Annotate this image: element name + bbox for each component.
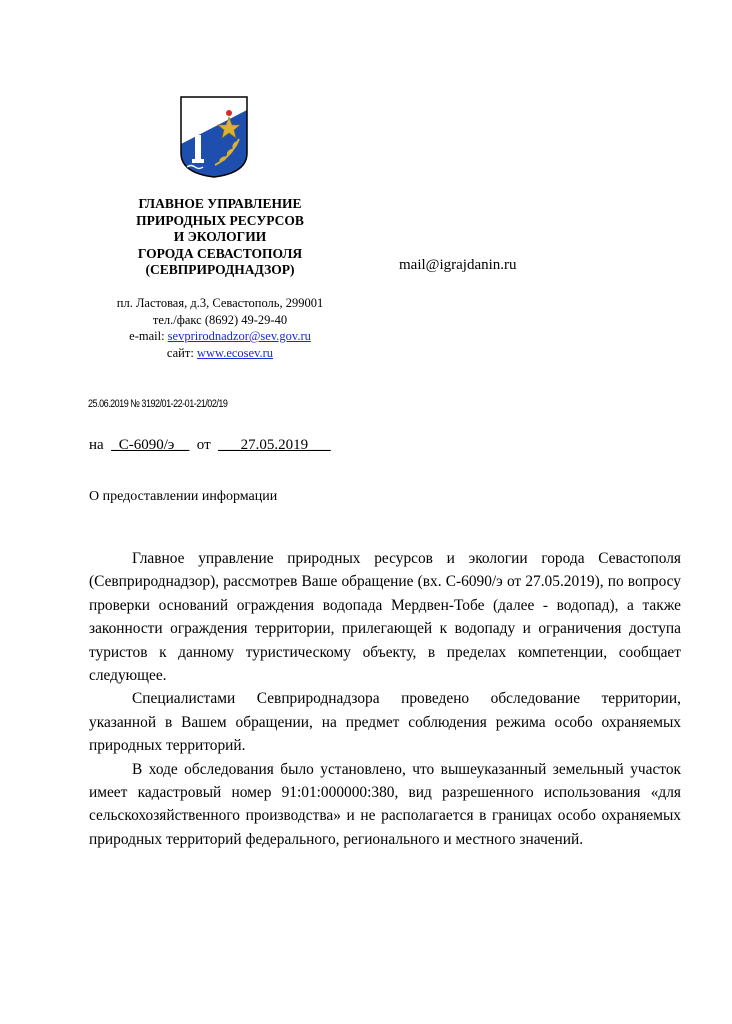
site-label: сайт: [166, 345, 197, 360]
organization-name [100, 196, 340, 279]
letter-subject: О предоставлении информации [89, 489, 278, 504]
site-link[interactable]: www.ecosev.ru [196, 345, 274, 360]
body-paragraph: Главное управление природных ресурсов и экологии города Севастополя (Севприроднадзор), рассмотрев Ваше обращение (вх. С-6090/э от 27.05.2019), по вопросу проверки оснований ограждения водопада Мердвен-Тобе (далее - водопад), а также законности ограждения территории, прилегающей к водопаду и ограничения доступа туристов к данному туристическому объекту, в пределах компетенции, сообщает следующее. [89, 550, 681, 685]
coat-of-arms-emblem [179, 95, 249, 179]
recipient-address: mail@igrajdanin.ru [399, 257, 517, 273]
email-label: e-mail: [129, 329, 168, 343]
org-line: И ЭКОЛОГИИ [173, 229, 267, 244]
phone: тел./факс (8692) 49-29-40 [152, 312, 288, 327]
org-line: ГЛАВНОЕ УПРАВЛЕНИЕ [138, 196, 302, 211]
email-line [80, 328, 360, 345]
address: пл. Ластовая, д.3, Севастополь, 299001 [116, 296, 324, 310]
org-line: ПРИРОДНЫХ РЕСУРСОВ [136, 212, 304, 228]
reference-number: _С-6090/э__ [111, 437, 190, 453]
reference-date: ___27.05.2019___ [218, 437, 331, 453]
org-line: (СЕВПРИРОДНАДЗОР) [145, 262, 295, 277]
body-paragraph: В ходе обследования было установлено, что вышеуказанный земельный участок имеет кадастровый номер 91:01:000000:380, вид разрешенного использования «для сельскохозяйственного производства» и не располагается в границах особо охраняемых природных территорий федерального, регионального и местного значений. [89, 760, 681, 848]
reference-prefix: на [89, 437, 104, 453]
body-paragraph: Специалистами Севприроднадзора проведено обследование территории, указанной в Вашем обращении, на предмет соблюдения режима особо охраняемых природных территорий. [89, 690, 681, 755]
reference-line [89, 437, 331, 454]
email-link[interactable]: sevprirodnadzor@sev.gov.ru [167, 329, 311, 343]
letter-body [89, 547, 681, 851]
org-line: ГОРОДА СЕВАСТОПОЛЯ [137, 245, 303, 261]
site-line [80, 345, 360, 362]
contact-block [80, 295, 360, 361]
registration-number: 25.06.2019 № 3192/01-22-01-21/02/19 [88, 398, 228, 410]
reference-from: от [196, 437, 211, 453]
